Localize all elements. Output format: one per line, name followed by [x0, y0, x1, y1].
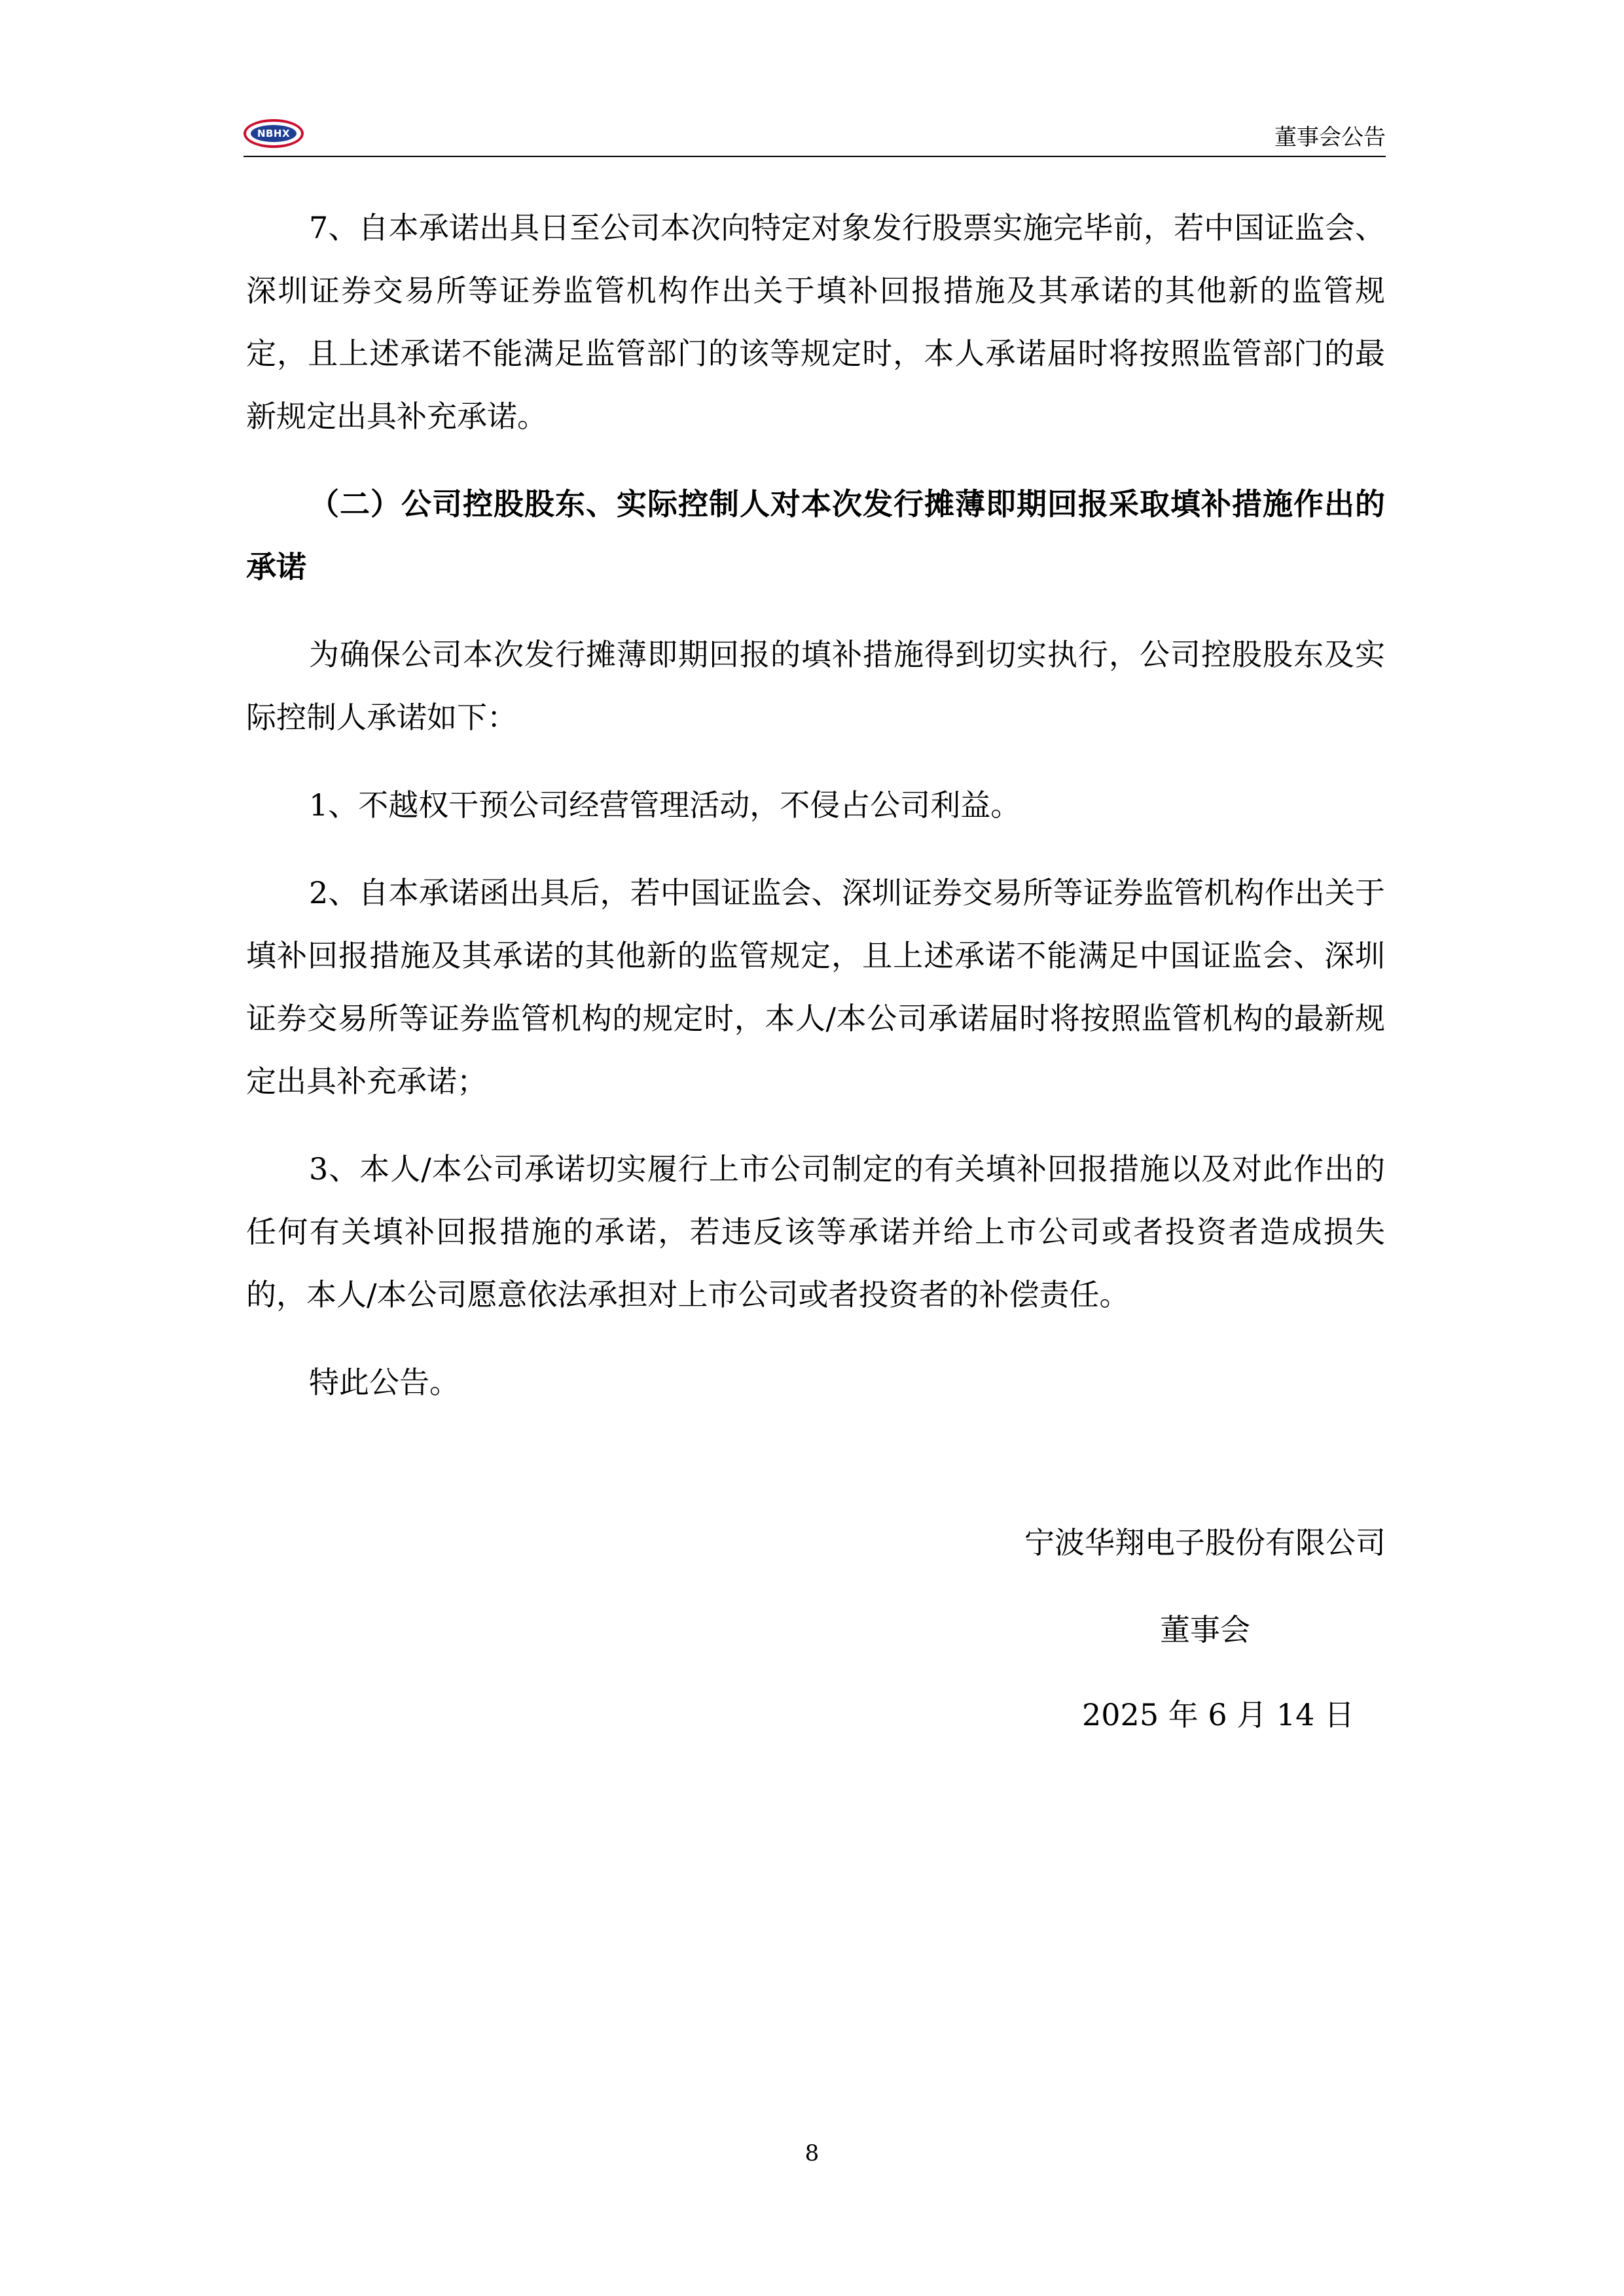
paragraph-intro: 为确保公司本次发行摊薄即期回报的填补措施得到切实执行，公司控股股东及实际控制人承诺如下： — [246, 637, 1385, 735]
logo-text: NBHX — [251, 125, 297, 142]
document-body — [246, 196, 1385, 1439]
section-heading: （二）公司控股股东、实际控制人对本次发行摊薄即期回报采取填补措施作出的承诺 — [246, 486, 1385, 584]
commitment-item-3: 3、本人/本公司承诺切实履行上市公司制定的有关填补回报措施以及对此作出的任何有关填补回报措施的承诺，若违反该等承诺并给上市公司或者投资者造成损失的，本人/本公司愿意依法承担对上市公司或者投资者的补偿责任。 — [246, 1151, 1385, 1312]
page-number: 8 — [804, 2140, 820, 2166]
header-divider — [244, 156, 1386, 157]
header-title: 董事会公告 — [1274, 124, 1386, 151]
company-logo — [244, 119, 304, 148]
signature-board: 董事会 — [1160, 1612, 1250, 1647]
signature-date: 2025 年 6 月 14 日 — [1082, 1697, 1354, 1732]
paragraph-commitment-7: 7、自本承诺出具日至公司本次向特定对象发行股票实施完毕前，若中国证监会、深圳证券交易所等证券监管机构作出关于填补回报措施及其承诺的其他新的监管规定，且上述承诺不能满足监管部门的该等规定时，本人承诺届时将按照监管部门的最新规定出具补充承诺。 — [246, 210, 1385, 434]
closing-statement: 特此公告。 — [309, 1365, 460, 1400]
commitment-item-2: 2、自本承诺函出具后，若中国证监会、深圳证券交易所等证券监管机构作出关于填补回报措施及其承诺的其他新的监管规定，且上述承诺不能满足中国证监会、深圳证券交易所等证券监管机构的规定时，本人/本公司承诺届时将按照监管机构的最新规定出具补充承诺； — [246, 875, 1385, 1099]
commitment-item-1: 1、不越权干预公司经营管理活动，不侵占公司利益。 — [309, 787, 1021, 823]
signature-company: 宁波华翔电子股份有限公司 — [1024, 1525, 1386, 1560]
